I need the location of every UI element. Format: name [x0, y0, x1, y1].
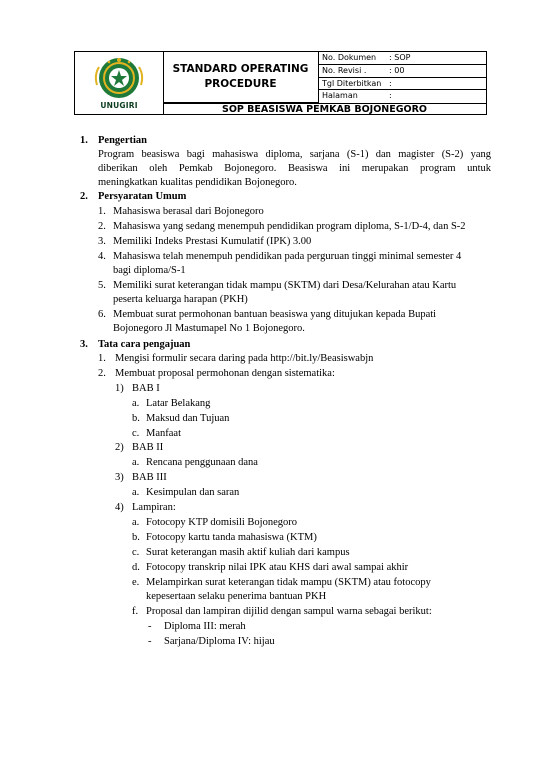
meta-value: : SOP [389, 53, 411, 62]
subsub-item: Fotocopy transkrip nilai IPK atau KHS dari awal sampai akhir [146, 562, 409, 573]
section-heading: Pengertian [98, 135, 147, 146]
list-number: 6. [98, 309, 106, 320]
paragraph-line: meningkatkan kualitas pendidikan Bojonegoro. [98, 177, 297, 188]
sop-title-cell [163, 52, 319, 103]
subsub-item: Proposal dan lampiran dijilid dengan sampul warna sebagai berikut: [146, 606, 432, 617]
list-item: Mahasiswa berasal dari Bojonegoro [113, 206, 264, 217]
sop-main-title [173, 62, 309, 92]
list-item: Membuat proposal permohonan dengan sistematika: [115, 368, 335, 379]
list-item: Memiliki surat keterangan tidak mampu (SKTM) dari Desa/Kelurahan atau Kartu [113, 280, 457, 291]
subsub-item: Fotocopy kartu tanda mahasiswa (KTM) [146, 532, 317, 543]
meta-row-doc-number [319, 52, 486, 65]
section-number: 1. [80, 135, 88, 146]
paragraph-line: Program beasiswa bagi mahasiswa diploma, sarjana (S-1) dan magister (S-2) yang [98, 149, 491, 160]
list-item-continued: peserta keluarga harapan (PKH) [113, 294, 248, 305]
list-number: 1. [98, 353, 106, 364]
list-number: 2. [98, 368, 106, 379]
list-item: Mengisi formulir secara daring pada http://bit.ly/Beasiswabjn [115, 353, 374, 364]
meta-value: : [389, 78, 392, 88]
subsub-letter: a. [132, 517, 140, 528]
subsub-letter: a. [132, 487, 140, 498]
meta-label: No. Revisi . [322, 65, 367, 75]
subsub-letter: b. [132, 413, 140, 424]
sublist-number: 1) [115, 383, 124, 394]
subsub-item: Fotocopy KTP domisili Bojonegoro [146, 517, 297, 528]
sublist-item: BAB III [132, 472, 167, 483]
subsub-letter: f. [132, 606, 139, 617]
subsub-item: Rencana penggunaan dana [146, 457, 258, 468]
bullet-dash: - [148, 621, 152, 632]
sop-subject-title: SOP BEASISWA PEMKAB BOJONEGORO [163, 103, 486, 115]
sublist-number: 3) [115, 472, 124, 483]
list-number: 3. [98, 236, 106, 247]
subsub-item-continued: kepesertaan selaku penerima bantuan PKH [146, 591, 327, 602]
meta-value: : [389, 91, 392, 101]
subsub-item: Latar Belakang [146, 398, 211, 409]
sop-header-table [74, 51, 487, 115]
meta-row-revision [319, 65, 486, 78]
subsub-letter: d. [132, 562, 140, 573]
list-number: 5. [98, 280, 106, 291]
logo-cell [75, 52, 164, 114]
bullet-item: Diploma III: merah [164, 621, 246, 632]
subsub-item: Melampirkan surat keterangan tidak mampu (SKTM) atau fotocopy [146, 577, 431, 588]
bullet-item: Sarjana/Diploma IV: hijau [164, 636, 275, 647]
sublist-item: BAB I [132, 383, 160, 394]
sublist-number: 2) [115, 442, 124, 453]
section-heading: Persyaratan Umum [98, 191, 187, 202]
subsub-item: Surat keterangan masih aktif kuliah dari kampus [146, 547, 350, 558]
subsub-letter: c. [132, 547, 140, 558]
meta-value: : 00 [389, 65, 405, 75]
list-item: Memiliki Indeks Prestasi Kumulatif (IPK) 3.00 [113, 236, 312, 247]
sublist-number: 4) [115, 502, 124, 513]
subsub-item: Maksud dan Tujuan [146, 413, 230, 424]
sublist-item: Lampiran: [132, 502, 176, 513]
subsub-item: Kesimpulan dan saran [146, 487, 240, 498]
section-heading: Tata cara pengajuan [98, 339, 191, 350]
paragraph-line: diberikan oleh Pemkab Bojonegoro. Beasiswa ini merupakan program untuk [98, 163, 491, 174]
list-number: 4. [98, 251, 106, 262]
bullet-dash: - [148, 636, 152, 647]
document-meta [319, 52, 486, 103]
meta-label: Tgl Diterbitkan [322, 78, 382, 88]
list-item: Mahasiswa yang sedang menempuh pendidikan program diploma, S-1/D-4, dan S-2 [113, 221, 466, 232]
section-number: 2. [80, 191, 88, 202]
subsub-letter: e. [132, 577, 140, 588]
subsub-letter: a. [132, 398, 140, 409]
subsub-letter: b. [132, 532, 140, 543]
subsub-item: Manfaat [146, 428, 181, 439]
list-item-continued: bagi diploma/S-1 [113, 265, 186, 276]
subsub-letter: c. [132, 428, 140, 439]
meta-row-page [319, 90, 486, 103]
meta-label: No. Dokumen [322, 53, 377, 62]
list-item: Membuat surat permohonan bantuan beasiswa yang ditujukan kepada Bupati [113, 309, 437, 320]
unugiri-logo-icon [91, 55, 147, 101]
list-number: 1. [98, 206, 106, 217]
list-number: 2. [98, 221, 106, 232]
title-line-2: PROCEDURE [204, 78, 277, 90]
logo-text: UNUGIRI [100, 101, 138, 110]
section-number: 3. [80, 339, 88, 350]
sublist-item: BAB II [132, 442, 164, 453]
meta-row-issue-date [319, 78, 486, 91]
title-line-1: STANDARD OPERATING [172, 63, 309, 75]
meta-label: Halaman [322, 91, 358, 101]
list-item: Mahasiswa telah menempuh pendidikan pada perguruan tinggi minimal semester 4 [113, 251, 462, 262]
subsub-letter: a. [132, 457, 140, 468]
list-item-continued: Bojonegoro Jl Mastumapel No 1 Bojonegoro. [113, 323, 305, 334]
